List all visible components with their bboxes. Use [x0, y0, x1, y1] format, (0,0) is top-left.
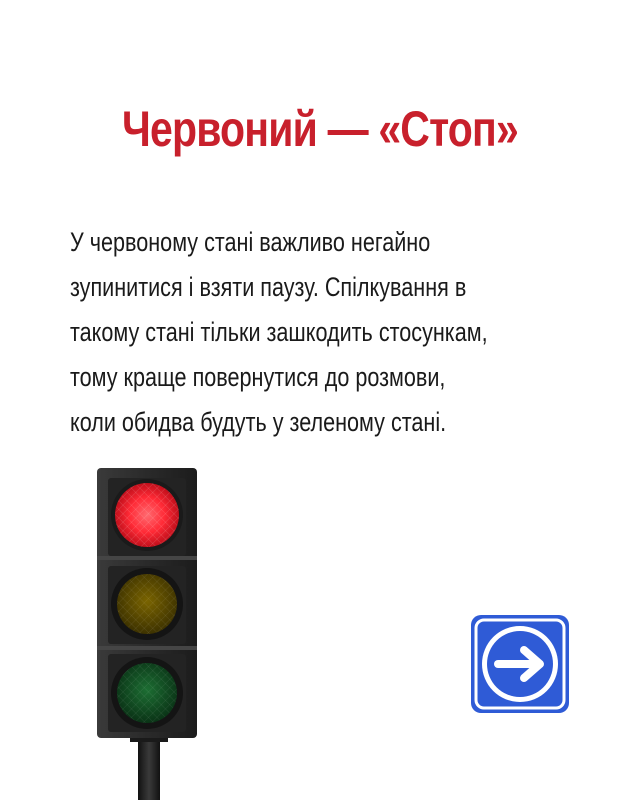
page-title: Червоний — «Стоп» [122, 101, 518, 157]
traffic-light-pole [138, 738, 160, 800]
description-line: У червоному стані важливо негайно [70, 227, 431, 257]
description-line: зупинитися і взяти паузу. Спілкування в [70, 272, 467, 302]
description-line: тому краще повернутися до розмови, [70, 362, 446, 392]
next-arrow-button[interactable] [470, 614, 570, 714]
description-line: такому стані тільки зашкодить стосункам, [70, 317, 488, 347]
description-line: коли обидва будуть у зеленому стані. [70, 407, 447, 437]
